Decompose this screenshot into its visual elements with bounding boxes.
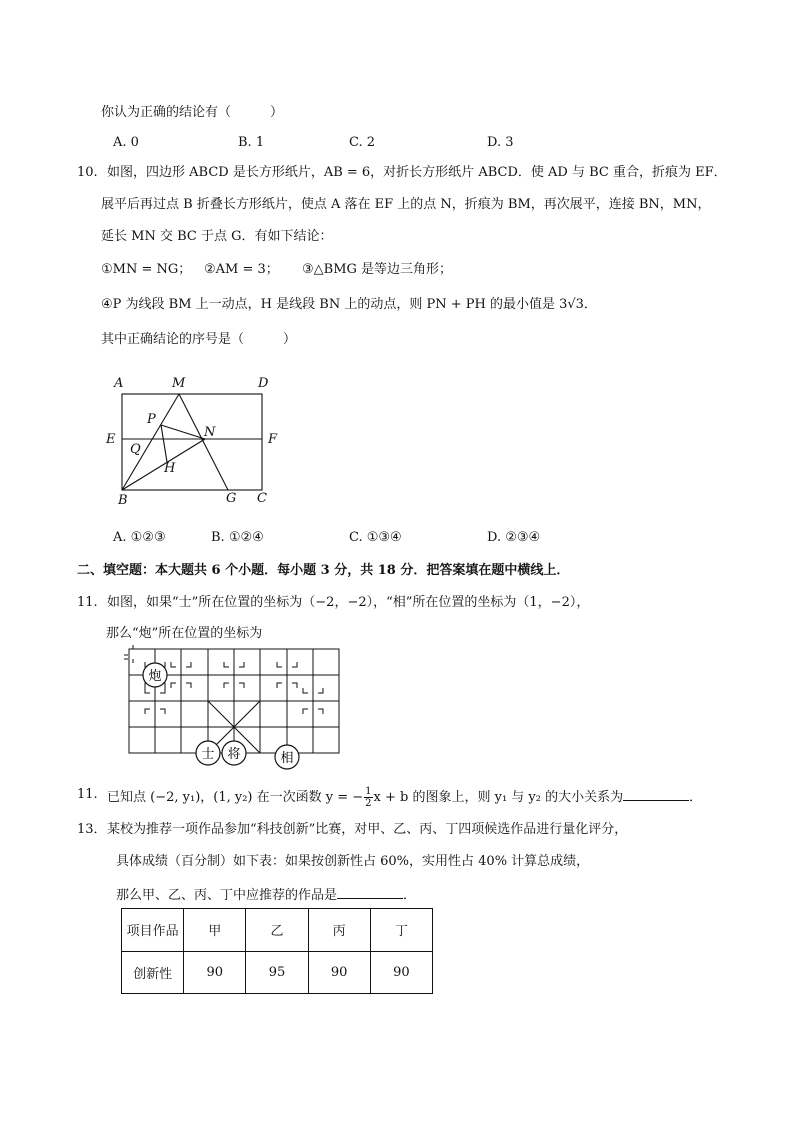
q10-line1: 如图，四边形 ABCD 是长方形纸片，AB = 6，对折长方形纸片 ABCD．使 AD 与 BC 重合，折痕为 EF． [107,165,727,180]
section-fill-in-heading: 二、填空题：本大题共 6 个小题．每小题 3 分，共 18 分．把答案填在题中横线上． [77,563,570,578]
q13-line1: 某校为推荐一项作品参加“科技创新”比赛，对甲、乙、丙、丁四项候选作品进行量化评分， [107,822,628,837]
q13-number: 13． [77,822,107,837]
q9-prompt: 你认为正确的结论有（ ） [101,105,284,120]
q10-conclusion-2: ②AM = 3； [204,262,279,277]
piece-xiang [275,745,299,769]
q9-option-b: B. 1 [238,135,265,150]
q13-answer-blank[interactable] [337,886,403,899]
q12-number: 11. [77,787,98,802]
q10-conclusion-3: ③△BMG 是等边三角形； [302,262,453,277]
q13-line3-text: 那么甲、乙、丙、丁中应推荐的作品是 [116,888,338,903]
table-header: 丁 [370,909,432,952]
table-cell: 90 [308,951,370,994]
q12-end: ． [689,790,703,805]
q12-fraction [364,786,372,809]
table-header: 甲 [184,909,246,952]
label-m: M [172,376,186,391]
q10-conclusion-1: ①MN = NG； [101,262,192,277]
q10-option-a: A. ①②③ [113,530,166,545]
q10-rectangle-figure [100,368,290,508]
label-q: Q [130,442,141,457]
table-cell: 90 [370,951,432,994]
q13-line3 [116,886,416,905]
q9-option-c: C. 2 [349,135,376,150]
fraction-denominator: 2 [365,798,372,809]
label-b: B [118,493,128,508]
piece-pao [143,663,167,687]
label-h: H [164,461,176,476]
q12-post: x + b 的图象上，则 y₁ 与 y₂ 的大小关系为 [373,790,624,805]
q9-option-a: A. 0 [113,135,139,150]
q13-score-table [121,908,433,994]
table-header: 丙 [308,909,370,952]
rect-abcd [122,394,262,490]
segment-ph [161,425,167,462]
label-g: G [226,491,237,506]
svg-text:相: 相 [280,751,294,766]
label-a: A [114,376,124,391]
table-header: 乙 [246,909,308,952]
table-cell: 90 [184,951,246,994]
table-cell: 95 [246,951,308,994]
q9-option-d: D. 3 [487,135,514,150]
q11-number: 11. [77,595,98,610]
svg-text:将: 将 [227,747,241,762]
piece-shi [196,741,220,765]
q13-line3-end: ． [403,888,417,903]
q10-option-c: C. ①③④ [349,530,402,545]
q12-answer-blank[interactable] [623,788,689,801]
label-e: E [106,432,116,447]
q13-line2: 具体成绩（百分制）如下表：如果按创新性占 60%，实用性占 40% 计算总成绩， [116,854,590,869]
segment-mg [179,394,228,490]
label-f: F [268,432,278,447]
q12-pre: 已知点 (−2, y₁)，(1, y₂) 在一次函数 y = − [107,790,364,805]
table-row [122,951,433,994]
q10-option-d: D. ②③④ [487,530,541,545]
q10-conclusion-4: ④P 为线段 BM 上一动点，H 是线段 BN 上的动点，则 PN + PH 的最小值是 3√3． [101,297,597,312]
label-p: P [147,412,156,427]
table-header-row [122,909,433,952]
q11-line1: 如图，如果“士”所在位置的坐标为（−2，−2），“相”所在位置的坐标为（1，−2）， [107,595,590,610]
label-d: D [258,376,269,391]
q11-chessboard [124,645,344,772]
q10-line3: 延长 MN 交 BC 于点 G．有如下结论： [101,229,333,244]
q12-body [107,786,702,809]
svg-text:炮: 炮 [148,669,162,684]
q10-line2: 展平后再过点 B 折叠长方形纸片，使点 A 落在 EF 上的点 N，折痕为 BM，再次展平，连接 BN，MN， [101,197,711,212]
q10-ask: 其中正确结论的序号是（ ） [101,332,297,347]
table-cell: 创新性 [122,951,184,994]
label-n: N [204,425,216,440]
svg-text:士: 士 [201,747,215,762]
q11-line2: 那么“炮”所在位置的坐标为 [106,626,263,641]
q10-number: 10. [77,165,98,180]
table-header: 项目作品 [122,909,184,952]
fraction-numerator: 1 [365,786,372,797]
piece-jiang [222,741,246,765]
label-c: C [257,491,267,506]
q10-option-b: B. ①②④ [211,530,264,545]
